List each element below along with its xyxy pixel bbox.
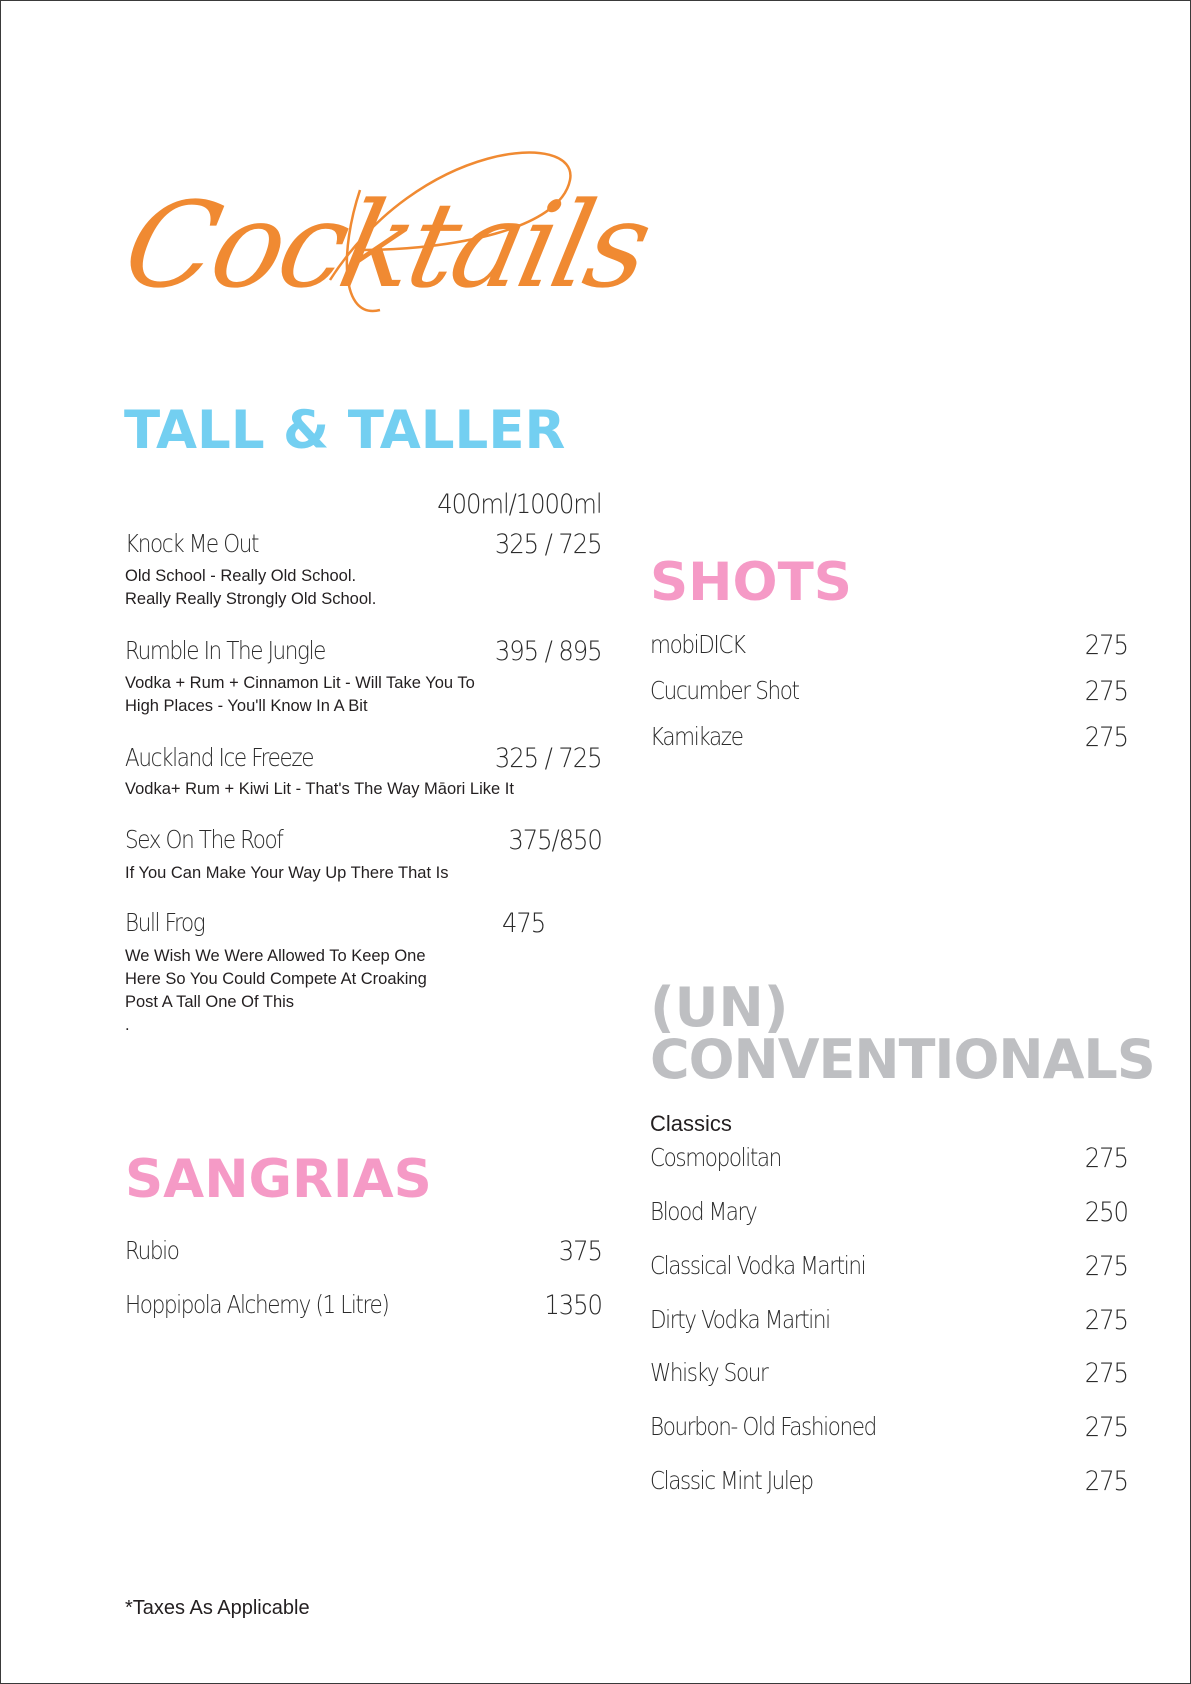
item-price: 275: [1084, 1412, 1128, 1443]
item-name: Blood Mary: [650, 1197, 757, 1226]
item-name: Hoppipola Alchemy (1 Litre): [125, 1290, 389, 1319]
item-name: mobiDICK: [650, 630, 745, 659]
item-name: Auckland Ice Freeze: [125, 743, 314, 772]
item-name: Bourbon- Old Fashioned: [650, 1412, 876, 1441]
item-price: 325 / 725: [495, 743, 602, 774]
item-description: .: [125, 1016, 130, 1034]
item-price: 275: [1084, 1305, 1128, 1336]
tall-taller-heading: TALL & TALLER: [124, 400, 566, 461]
item-price: 1350: [544, 1290, 602, 1321]
item-price: 275: [1084, 722, 1128, 753]
item-name: Knock Me Out: [125, 529, 259, 558]
item-price: 275: [1084, 676, 1128, 707]
item-price: 375: [558, 1236, 602, 1267]
taxes-note: *Taxes As Applicable: [125, 1597, 310, 1619]
item-name: Sex On The Roof: [125, 825, 283, 854]
classics-subheading: Classics: [650, 1111, 732, 1136]
shots-heading: SHOTS: [650, 552, 852, 613]
item-price: 275: [1084, 630, 1128, 661]
item-price: 275: [1084, 1466, 1128, 1497]
item-price: 250: [1084, 1197, 1128, 1228]
item-name: Classic Mint Julep: [650, 1466, 813, 1495]
sangrias-heading: SANGRIAS: [125, 1149, 432, 1210]
item-price: 375/850: [508, 825, 602, 856]
item-description: High Places - You'll Know In A Bit: [125, 697, 368, 715]
item-name: Cucumber Shot: [650, 676, 799, 705]
item-name: Whisky Sour: [650, 1358, 768, 1387]
logo-flourish: [300, 130, 590, 330]
item-price: 475: [502, 908, 546, 939]
item-description: If You Can Make Your Way Up There That Is: [125, 864, 449, 882]
item-description: We Wish We Were Allowed To Keep One: [125, 947, 426, 965]
item-description: Really Really Strongly Old School.: [125, 590, 377, 608]
item-name: Cosmopolitan: [650, 1143, 781, 1172]
tall-size-header: 400ml/1000ml: [437, 489, 602, 520]
item-name: Rubio: [125, 1236, 179, 1265]
item-name: Rumble In The Jungle: [125, 636, 326, 665]
item-description: Old School - Really Old School.: [125, 567, 357, 585]
item-name: Kamikaze: [650, 722, 743, 751]
item-price: 325 / 725: [495, 529, 602, 560]
item-price: 275: [1084, 1143, 1128, 1174]
item-price: 275: [1084, 1251, 1128, 1282]
unconventionals-heading-line2: CONVENTIONALS: [650, 1028, 1155, 1091]
item-name: Classical Vodka Martini: [650, 1251, 866, 1280]
item-description: Post A Tall One Of This: [125, 993, 295, 1011]
item-name: Bull Frog: [125, 908, 205, 937]
item-description: Vodka + Rum + Cinnamon Lit - Will Take You To: [125, 674, 475, 692]
item-name: Dirty Vodka Martini: [650, 1305, 830, 1334]
item-price: 395 / 895: [495, 636, 602, 667]
unconventionals-heading-line1: (UN): [650, 976, 789, 1039]
item-description: Here So You Could Compete At Croaking: [125, 970, 427, 988]
item-price: 275: [1084, 1358, 1128, 1389]
cocktails-logo: Cocktails: [113, 176, 660, 314]
item-description: Vodka+ Rum + Kiwi Lit - That's The Way Māori Like It: [125, 780, 514, 798]
